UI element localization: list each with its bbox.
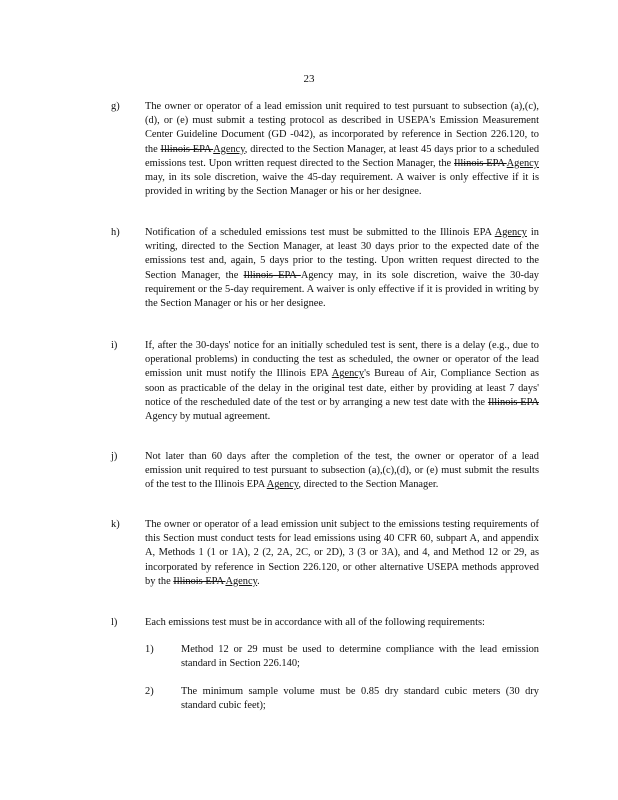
paragraph-marker: k) (111, 519, 120, 530)
paragraph-marker: l) (111, 617, 118, 628)
inserted-text: Agency (331, 368, 365, 380)
text-run: Agency by mutual agreement. (145, 411, 271, 423)
text-run: The owner or operator of a lead emission unit required to test pursuant to subsection (a),(c), (d), or (e) must submit a testing protocol as described in USEPA's Emission Measurement Center Guideline Document (GD -042), as incorporated by reference in Section 226.120, to the (145, 101, 539, 155)
paragraph-j (111, 450, 539, 493)
text-run: The owner or operator of a lead emission unit subject to the emissions testing requirements of this Section must conduct tests for lead emissions using 40 CFR 60, subpart A, and appendix A, Methods 1 (1 or 1A), 2 (2, 2A, 2C, or 2D), 3 (3 or 3A), and 4, and Method 12 or 29, as incorporated by reference in Section 226.120, or other alternative USEPA methods approved by the (145, 519, 539, 587)
subitem-text: Method 12 or 29 must be used to determine compliance with the lead emission standard in Section 226.140; (181, 644, 539, 670)
paragraph-marker: j) (111, 451, 118, 462)
text-run: , directed to the Section Manager. (298, 479, 439, 491)
inserted-text: Agency (506, 157, 539, 169)
deleted-text: Illinois EPA (243, 269, 301, 281)
paragraph-text (145, 100, 539, 199)
deleted-text: Illinois EPA (487, 396, 539, 408)
paragraph-text (145, 616, 539, 630)
deleted-text: Illinois EPA (454, 157, 507, 169)
paragraph-text (145, 226, 539, 311)
paragraph-marker: h) (111, 227, 120, 238)
paragraph-i (111, 339, 539, 424)
subitem-marker: 1) (145, 644, 154, 655)
text-run: , directed to the Section Manager, at least 45 days prior to a scheduled emissions test. Upon written request directed to the Section Manager, the (145, 143, 540, 169)
paragraph-text (145, 518, 539, 589)
paragraph-l (111, 616, 539, 630)
text-run: Agency may, in its sole discretion, waive the 30-day requirement or the 5-day requirement. A waiver is only effective if it is provided in writing by the Section Manager or his or her designee. (145, 269, 539, 310)
subitem-2 (145, 685, 539, 713)
text-run: Each emissions test must be in accordance with all of the following requirements: (145, 617, 485, 628)
text-run: 's Bureau of Air, Compliance Section as soon as practicable of the delay in the original test date, either by providing at least 7 days' notice of the rescheduled date of the test or by arranging a new test date with the (145, 368, 539, 408)
paragraph-text (145, 339, 539, 424)
text-run: Notification of a scheduled emissions test must be submitted to the Illinois EPA (145, 227, 495, 238)
subitem-text: The minimum sample volume must be 0.85 dry standard cubic meters (30 dry standard cubic feet); (181, 686, 539, 712)
paragraph-marker: i) (111, 340, 118, 351)
paragraph-h (111, 226, 539, 311)
subitem-1 (145, 643, 539, 671)
text-run: If, after the 30-days' notice for an initially scheduled test is sent, there is a delay (e.g., due to operational problems) in conducting the test as scheduled, the owner or operator of the lead emission unit must notify the Illinois EPA (145, 340, 539, 380)
deleted-text: Illinois EPA (160, 143, 214, 155)
paragraph-marker: g) (111, 101, 120, 112)
paragraph-text (145, 450, 539, 493)
text-run: may, in its sole discretion, waive the 45-day requirement. A waiver is only effective if it is provided in writing by the Section Manager or his or her designee. (145, 172, 539, 198)
deleted-text: Illinois EPA (173, 575, 226, 587)
inserted-text: Agency (266, 479, 299, 491)
inserted-text: Agency (225, 575, 258, 587)
page-number: 23 (303, 73, 315, 85)
paragraph-g (111, 100, 539, 199)
paragraph-k (111, 518, 539, 589)
subitem-marker: 2) (145, 686, 154, 697)
text-run: Not later than 60 days after the completion of the test, the owner or operator of a lead emission unit required to test pursuant to subsection (a),(c),(d), or (e) must submit the results of the test to the Illinois EPA (145, 451, 539, 491)
inserted-text: Agency (213, 143, 245, 155)
text-run: . (257, 575, 260, 587)
inserted-text: Agency (494, 227, 528, 238)
text-run: in writing, directed to the Section Manager, at least 30 days prior to the expected date of the emissions test and, again, 5 days prior to the testing. Upon written request directed to the Section Manager, the (145, 227, 539, 281)
